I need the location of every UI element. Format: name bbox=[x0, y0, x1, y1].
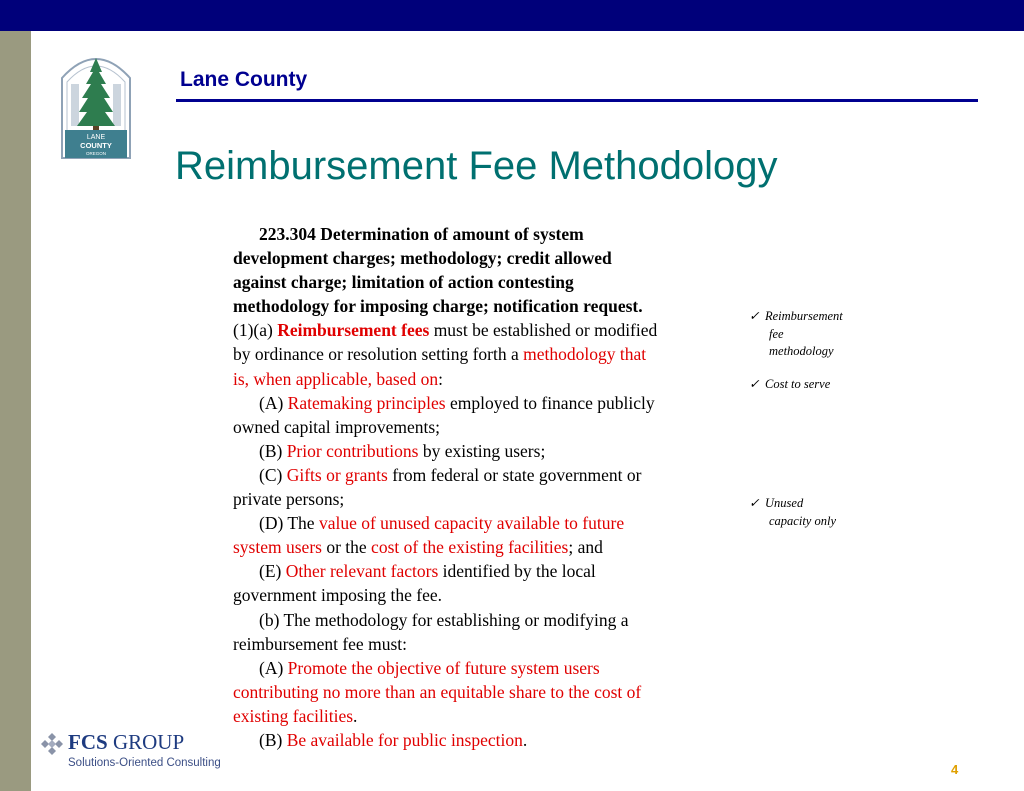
paragraph-b-line: (b) The methodology for establishing or modifying a bbox=[259, 609, 629, 630]
text-span: by ordinance or resolution setting forth a bbox=[233, 344, 524, 365]
side-note-reimbursement bbox=[749, 308, 843, 361]
top-bar bbox=[0, 0, 1024, 31]
logo-text-county: COUNTY bbox=[80, 141, 112, 150]
text-span: from federal or state government or bbox=[387, 464, 642, 485]
highlight-prior-contributions: Prior contributions bbox=[286, 440, 419, 461]
diamond-cluster-icon bbox=[40, 732, 64, 756]
page-number: 4 bbox=[951, 762, 959, 777]
item-c-line bbox=[233, 463, 733, 487]
fcs-company-name bbox=[68, 730, 184, 755]
item-e-line: government imposing the fee. bbox=[233, 585, 442, 606]
highlight-equitable-share: existing facilities bbox=[233, 705, 354, 726]
text-span: must be established or modified bbox=[429, 320, 658, 341]
highlight-other-factors: Other relevant factors bbox=[285, 561, 439, 582]
side-note-line: fee bbox=[769, 326, 784, 341]
checkmark-icon: ✓ bbox=[749, 496, 760, 510]
text-span: (A) bbox=[259, 392, 288, 413]
side-note-line: capacity only bbox=[769, 513, 836, 528]
item-b-a-line bbox=[233, 704, 733, 728]
text-span: (C) bbox=[259, 464, 287, 485]
side-note-line bbox=[749, 376, 830, 394]
item-a-line: owned capital improvements; bbox=[233, 416, 441, 437]
text-span: . bbox=[522, 729, 528, 750]
paragraph-b-line: reimbursement fee must: bbox=[233, 633, 407, 654]
paragraph-1a-line bbox=[233, 367, 733, 391]
highlight-methodology: methodology that bbox=[523, 344, 647, 365]
statute-heading-line: 223.304 Determination of amount of system bbox=[259, 224, 584, 244]
highlight-methodology: is, when applicable, based on bbox=[233, 368, 439, 389]
text-span: or the bbox=[321, 537, 372, 558]
text-span: (1)(a) bbox=[233, 320, 278, 341]
statute-text bbox=[233, 222, 733, 752]
left-bar bbox=[0, 31, 31, 791]
fcs-name-rest: GROUP bbox=[107, 730, 185, 754]
item-d-line bbox=[233, 511, 733, 535]
text-span: by existing users; bbox=[418, 440, 546, 461]
highlight-public-inspection: Be available for public inspection bbox=[286, 729, 523, 750]
header-rule bbox=[176, 99, 978, 102]
lane-county-logo bbox=[60, 46, 132, 162]
highlight-gifts-grants: Gifts or grants bbox=[286, 464, 388, 485]
item-a-line bbox=[233, 391, 733, 415]
side-note-text: Unused bbox=[765, 496, 804, 510]
highlight-unused-capacity: system users bbox=[233, 537, 322, 558]
page-title: Reimbursement Fee Methodology bbox=[175, 144, 778, 188]
fcs-name-strong: FCS bbox=[68, 730, 108, 754]
statute-heading-line: methodology for imposing charge; notification request. bbox=[233, 296, 643, 317]
side-note-text: Cost to serve bbox=[765, 377, 831, 391]
paragraph-1a-line bbox=[233, 342, 733, 366]
text-span: ; and bbox=[568, 537, 603, 558]
side-note-line: methodology bbox=[769, 344, 834, 358]
checkmark-icon: ✓ bbox=[749, 377, 760, 391]
highlight-existing-facilities-cost: cost of the existing facilities bbox=[371, 537, 569, 558]
text-span: (B) bbox=[259, 440, 287, 461]
side-note-cost-to-serve bbox=[749, 376, 830, 394]
item-c-line: private persons; bbox=[233, 489, 345, 510]
checkmark-icon: ✓ bbox=[749, 309, 760, 323]
side-note-text: Reimbursement bbox=[765, 309, 843, 323]
text-span: : bbox=[438, 368, 443, 389]
fcs-tagline: Solutions-Oriented Consulting bbox=[68, 757, 221, 769]
statute-heading-line: against charge; limitation of action contesting bbox=[233, 272, 574, 293]
logo-text-lane: LANE bbox=[86, 134, 106, 141]
header-title: Lane County bbox=[180, 68, 308, 91]
item-b-line bbox=[233, 439, 733, 463]
item-b-a-line bbox=[233, 656, 733, 680]
item-d-line bbox=[233, 535, 733, 559]
side-note-line bbox=[749, 495, 836, 513]
highlight-unused-capacity: value of unused capacity available to future bbox=[318, 513, 625, 534]
text-span: (D) The bbox=[259, 513, 319, 534]
text-span: (A) bbox=[259, 657, 288, 678]
text-span: identified by the local bbox=[438, 561, 596, 582]
item-b-b-line bbox=[233, 728, 733, 752]
highlight-ratemaking: Ratemaking principles bbox=[287, 392, 446, 413]
item-e-line bbox=[233, 559, 733, 583]
side-note-line bbox=[749, 308, 843, 326]
side-note-unused-capacity bbox=[749, 495, 836, 530]
text-span: (E) bbox=[259, 561, 286, 582]
logo-text-oregon: OREGON bbox=[85, 151, 107, 156]
text-span: (B) bbox=[259, 729, 287, 750]
fcs-group-logo bbox=[40, 728, 230, 773]
highlight-equitable-share: Promote the objective of future system users bbox=[287, 657, 600, 678]
statute-heading-line: development charges; methodology; credit allowed bbox=[233, 248, 612, 269]
item-b-a-line bbox=[233, 680, 733, 704]
highlight-reimbursement-fees: Reimbursement fees bbox=[277, 320, 430, 341]
paragraph-1a-line bbox=[233, 318, 733, 342]
highlight-equitable-share: contributing no more than an equitable share to the cost of bbox=[233, 681, 642, 702]
text-span: . bbox=[353, 705, 358, 726]
text-span: employed to finance publicly bbox=[445, 392, 655, 413]
